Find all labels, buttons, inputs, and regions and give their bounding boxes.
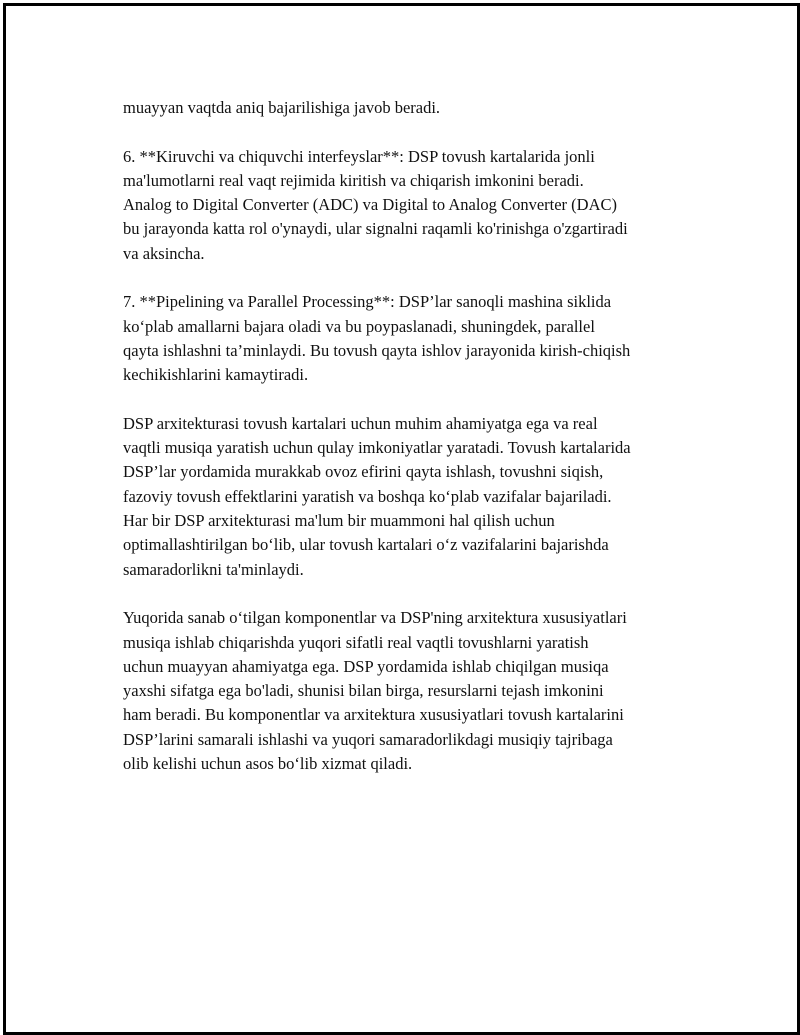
paragraph-continuation: muayyan vaqtda aniq bajarilishiga javob beradi.	[123, 98, 441, 117]
paragraph-conclusion: Yuqorida sanab o‘tilgan komponentlar va DSP'ning arxitektura xususiyatlari musiqa ishlab chiqarishda yuqori sifatli real vaqtli tovushlarni yaratish uchun muayyan ahamiyatga ega. DSP yordamida ishlab chiqilgan musiqa yaxshi sifatga ega bo'ladi, shunisi bilan birga, resurslarni tejash imkonini ham beradi. Bu komponentlar va arxitektura xususiyatlari tovush kartalarini DSP’larini samarali ishlashi va yuqori samaradorlikdagi musiqiy tajribaga olib kelishi uchun asos bo‘lib xizmat qiladi.	[123, 608, 627, 774]
paragraph-dsp-architecture: DSP arxitekturasi tovush kartalari uchun muhim ahamiyatga ega va real vaqtli musiqa yaratish uchun qulay imkoniyatlar yaratadi. Tovush kartalarida DSP’lar yordamida murakkab ovoz efirini qayta ishlash, tovushni siqish, fazoviy tovush effektlarini yaratish va boshqa ko‘plab vazifalar bajariladi. Har bir DSP arxitekturasi ma'lum bir muammoni hal qilish uchun optimallashtirilgan bo‘lib, ular tovush kartalari o‘z vazifalarini bajarishda samaradorlikni ta'minlaydi.	[123, 413, 631, 579]
paragraph-pipelining: 7. **Pipelining va Parallel Processing**: DSP’lar sanoqli mashina siklida ko‘plab amallarni bajara oladi va bu poypaslanadi, shuningdek, parallel qayta ishlashni ta’minlaydi. Bu tovush qayta ishlov jarayonida kirish-chiqish kechikishlarini kamaytiradi.	[123, 292, 631, 385]
paragraph-interfaces: 6. **Kiruvchi va chiquvchi interfeyslar**: DSP tovush kartalarida jonli ma'lumotlarni real vaqt rejimida kiritish va chiqarish imkonini beradi. Analog to Digital Converter (ADC) va Digital to Analog Converter (DAC) bu jarayonda katta rol o'ynaydi, ular signalni raqamli ko'rinishga o'zgartiradi va aksincha.	[123, 146, 628, 263]
page-frame	[3, 3, 800, 1035]
document-body	[123, 96, 703, 776]
